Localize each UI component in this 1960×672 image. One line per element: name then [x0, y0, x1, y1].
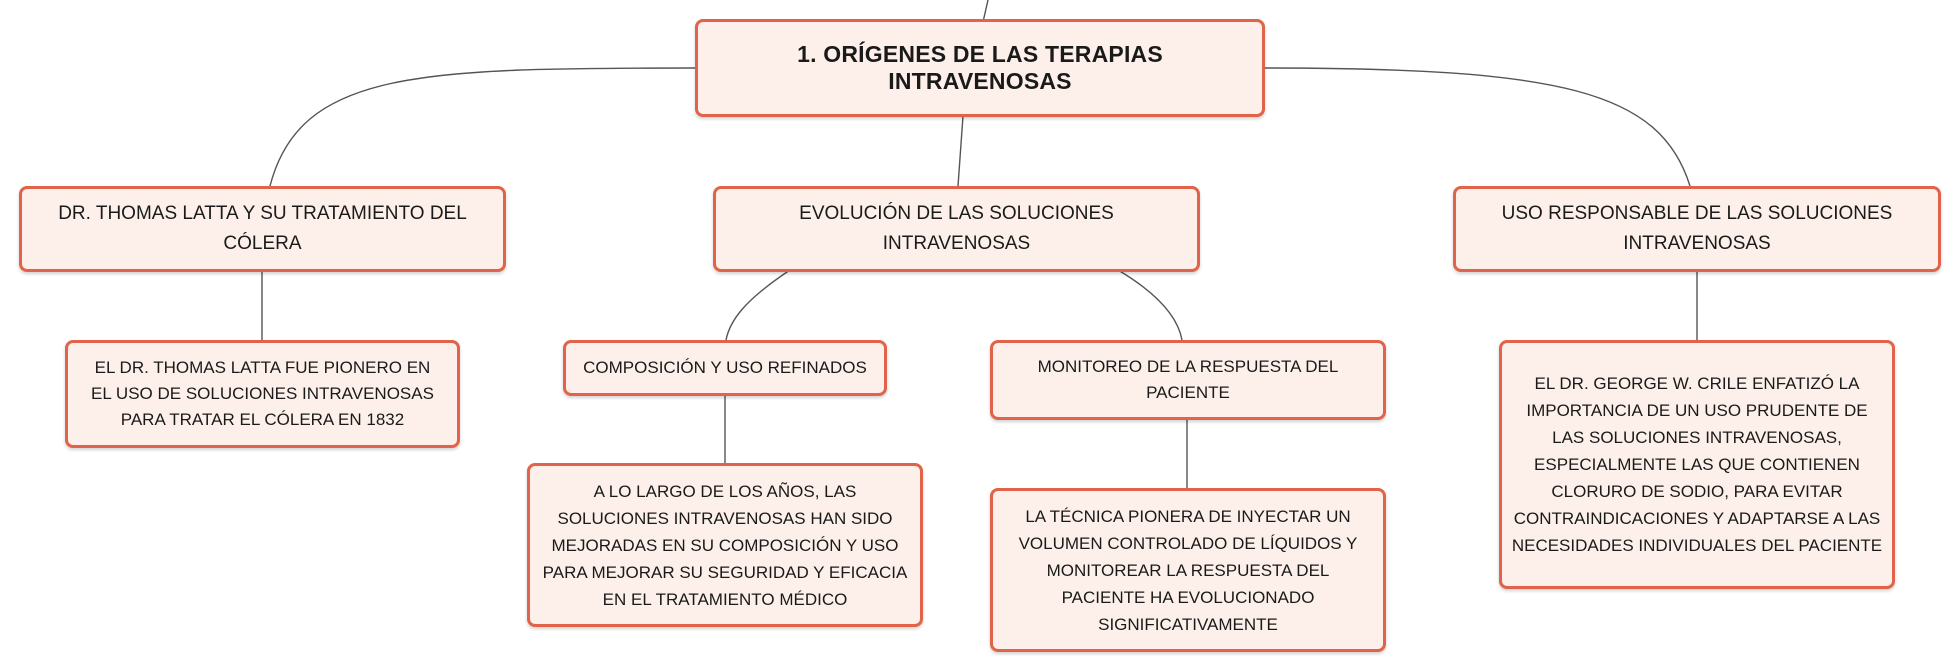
subtopic-composicion[interactable] — [563, 340, 887, 396]
central-topic[interactable] — [695, 19, 1265, 117]
connector-root-to-uso — [1263, 68, 1690, 186]
central-topic-label: 1. ORÍGENES DE LAS TERAPIAS INTRAVENOSAS — [797, 41, 1163, 94]
subtopic-monitoreo-label: MONITOREO DE LA RESPUESTA DEL PACIENTE — [1037, 357, 1339, 402]
branch-uso-responsable[interactable] — [1453, 186, 1941, 272]
branch-thomas-latta[interactable] — [19, 186, 506, 272]
connector-evolucion-to-monitoreo — [1118, 270, 1182, 340]
connector-root-to-evolucion — [958, 116, 963, 186]
detail-uso-responsable[interactable] — [1499, 340, 1895, 589]
detail-composicion[interactable] — [527, 463, 923, 627]
subtopic-monitoreo[interactable] — [990, 340, 1386, 420]
branch-evolucion[interactable] — [713, 186, 1200, 272]
connector-evolucion-to-composicion — [726, 270, 790, 340]
detail-uso-responsable-label: EL DR. GEORGE W. CRILE ENFATIZÓ LA IMPORTANCIA DE UN USO PRUDENTE DE LAS SOLUCIONES INTRAVENOSAS, ESPECIALMENTE LAS QUE CONTIENEN CLORURO DE SODIO, PARA EVITAR CONTRAINDICACIONES Y ADAPTARSE A LAS NECESIDADES INDIVIDUALES DEL PACIENTE — [1511, 374, 1883, 555]
detail-monitoreo[interactable] — [990, 488, 1386, 652]
detail-thomas-latta-label: EL DR. THOMAS LATTA FUE PIONERO EN EL USO DE SOLUCIONES INTRAVENOSAS PARA TRATAR EL CÓLERA EN 1832 — [91, 358, 434, 429]
branch-thomas-latta-label: DR. THOMAS LATTA Y SU TRATAMIENTO DEL CÓLERA — [58, 203, 467, 254]
connector-root-to-latta — [270, 68, 697, 186]
subtopic-composicion-label: COMPOSICIÓN Y USO REFINADOS — [583, 358, 867, 377]
detail-thomas-latta[interactable] — [65, 340, 460, 448]
branch-uso-responsable-label: USO RESPONSABLE DE LAS SOLUCIONES INTRAVENOSAS — [1501, 203, 1893, 254]
detail-monitoreo-label: LA TÉCNICA PIONERA DE INYECTAR UN VOLUMEN CONTROLADO DE LÍQUIDOS Y MONITOREAR LA RESPUESTA DEL PACIENTE HA EVOLUCIONADO SIGNIFICATIVAMENTE — [1018, 506, 1358, 634]
detail-composicion-label: A LO LARGO DE LOS AÑOS, LAS SOLUCIONES INTRAVENOSAS HAN SIDO MEJORADAS EN SU COMPOSICIÓN Y USO PARA MEJORAR SU SEGURIDAD Y EFICACIA EN EL TRATAMIENTO MÉDICO — [542, 481, 908, 609]
branch-evolucion-label: EVOLUCIÓN DE LAS SOLUCIONES INTRAVENOSAS — [799, 203, 1114, 254]
